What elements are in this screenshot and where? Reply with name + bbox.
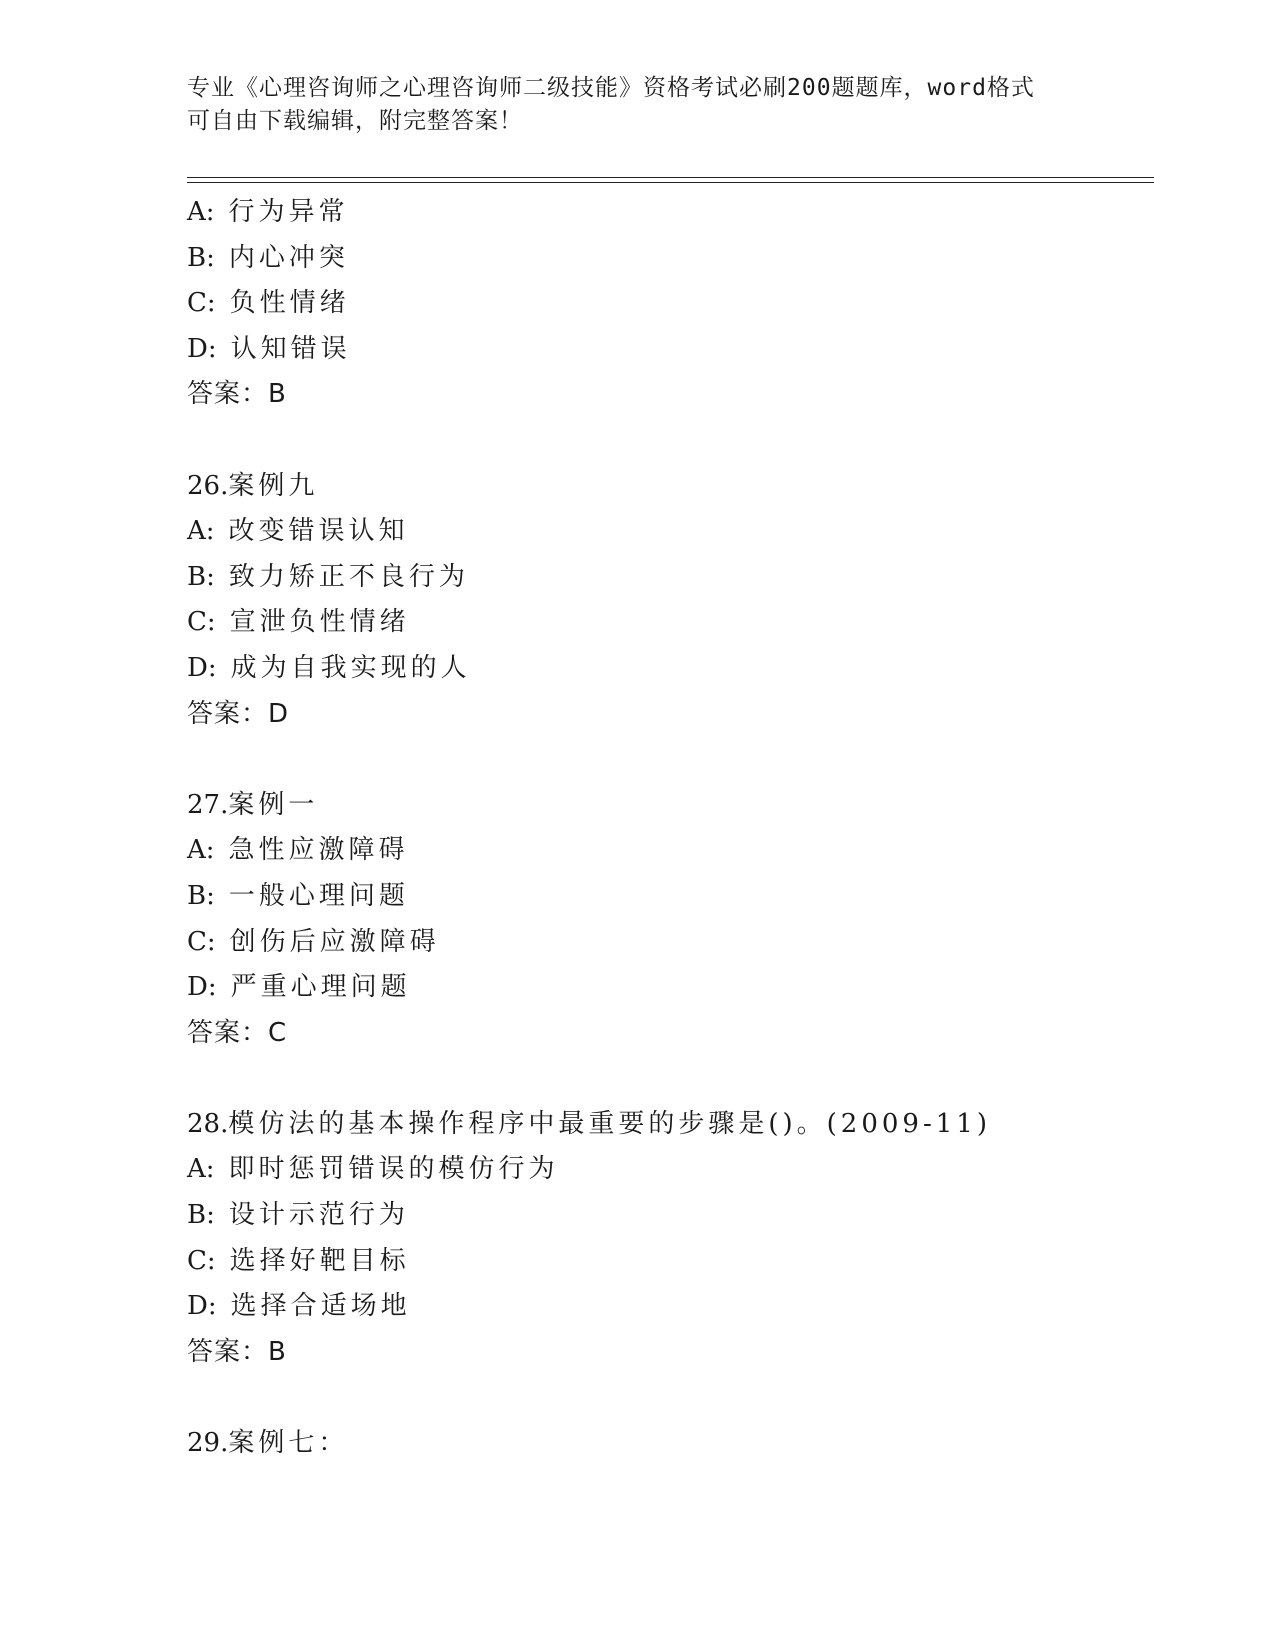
answer-line: 答案：B [187, 1336, 287, 1367]
answer-line: 答案：C [187, 1017, 288, 1048]
header-divider-bottom [187, 182, 1154, 183]
option-d: D: 选择合适场地 [187, 1291, 411, 1322]
question-29 [187, 1421, 1167, 1467]
spacer [187, 418, 1167, 464]
option-b: B: 内心冲突 [187, 242, 349, 273]
option-a: A: 即时惩罚错误的模仿行为 [187, 1154, 559, 1185]
question-stem: 27.案例一 [187, 789, 319, 820]
answer-line: 答案：B [187, 379, 287, 410]
spacer [187, 737, 1167, 783]
option-d: D: 认知错误 [187, 333, 351, 364]
option-a: A: 行为异常 [187, 197, 349, 227]
question-list [187, 190, 1167, 1467]
question-stem: 28.模仿法的基本操作程序中最重要的步骤是()。(2009-11) [187, 1108, 991, 1139]
continued-question [187, 190, 1167, 418]
option-a: A: 改变错误认知 [187, 516, 409, 547]
option-c: C: 创伤后应激障碍 [187, 926, 440, 957]
spacer [187, 1056, 1167, 1102]
option-c: C: 选择好靶目标 [187, 1245, 410, 1276]
header-title-line-2: 可自由下载编辑，附完整答案！ [187, 108, 523, 134]
question-27 [187, 783, 1167, 1057]
option-b: B: 致力矫正不良行为 [187, 561, 469, 592]
header-title-line-1: 专业《心理咨询师之心理咨询师二级技能》资格考试必刷200题题库，word格式 [187, 75, 1035, 101]
option-a: A: 急性应激障碍 [187, 835, 409, 866]
option-d: D: 严重心理问题 [187, 972, 411, 1003]
page-header [187, 72, 1087, 138]
spacer [187, 1375, 1167, 1421]
option-c: C: 宣泄负性情绪 [187, 607, 410, 638]
question-28 [187, 1102, 1167, 1376]
header-divider-top [187, 177, 1154, 178]
option-c: C: 负性情绪 [187, 288, 350, 319]
question-stem: 26.案例九 [187, 470, 319, 501]
question-stem: 29.案例七： [187, 1428, 349, 1459]
option-b: B: 一般心理问题 [187, 880, 409, 911]
answer-line: 答案：D [187, 698, 290, 729]
option-d: D: 成为自我实现的人 [187, 652, 471, 683]
question-26 [187, 464, 1167, 738]
option-b: B: 设计示范行为 [187, 1200, 409, 1231]
